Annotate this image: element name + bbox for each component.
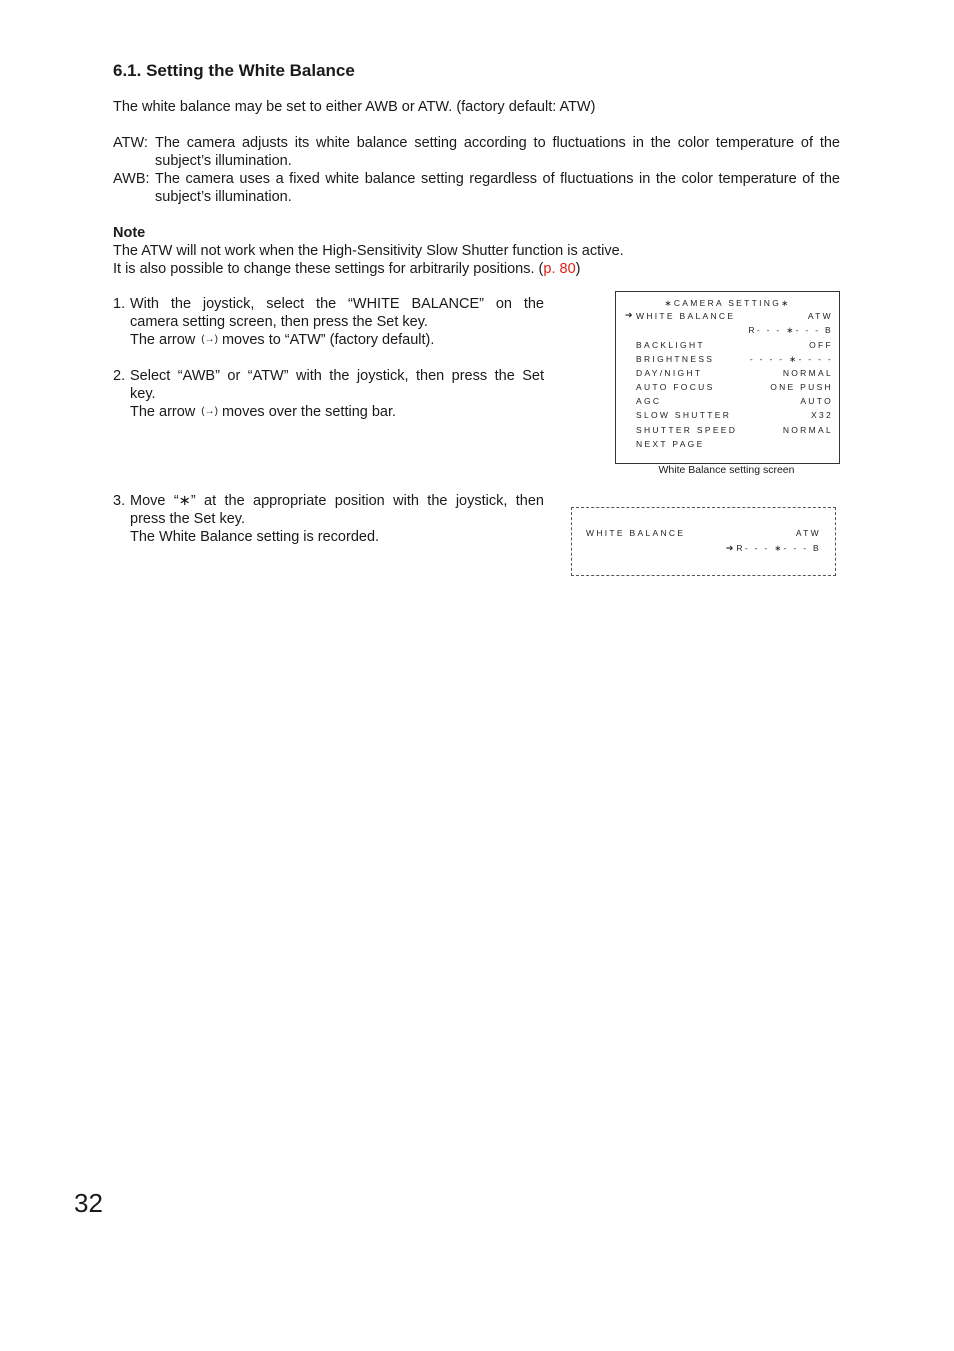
menu-row-slow-shutter: [636, 410, 833, 422]
step-text: The White Balance setting is recorded.: [130, 529, 380, 545]
step-text-part: The arrow: [130, 404, 196, 420]
step-text: key.: [130, 386, 156, 402]
intro-paragraph: The white balance may be set to either AWB or ATW. (factory default: ATW): [113, 99, 596, 115]
note-line-2: [113, 260, 840, 278]
menu-label: AUTO FOCUS: [636, 382, 715, 392]
definition-desc: The camera adjusts its white balance setting according to fluctuations in the color temperature of the subject’s illumination.: [155, 135, 840, 169]
selection-arrow-icon: ➔: [625, 310, 633, 320]
menu-label: DAY/NIGHT: [636, 368, 703, 378]
menu-label: WHITE BALANCE: [636, 311, 736, 321]
step-2: [113, 367, 544, 421]
wb-row: [586, 528, 821, 540]
menu-value: ONE PUSH: [770, 382, 833, 392]
menu-value: ATW: [807, 311, 833, 321]
white-balance-screen: [571, 507, 836, 576]
step-text-part: moves over the setting bar.: [221, 404, 397, 420]
step-text: camera setting screen, then press the Set key.: [130, 314, 428, 330]
page-reference-link[interactable]: p. 80: [543, 261, 576, 277]
menu-row-auto-focus: [636, 382, 833, 394]
screen-caption: White Balance setting screen: [658, 464, 795, 476]
step-number: 1.: [113, 296, 126, 312]
wb-bar-row: [586, 543, 821, 555]
menu-label: BACKLIGHT: [636, 340, 705, 350]
step-text-part: moves to “ATW” (factory default).: [221, 332, 435, 348]
definition-atw: [113, 134, 840, 170]
step-1: [113, 295, 544, 349]
page-number: 32: [74, 1188, 103, 1218]
step-number: 3.: [113, 493, 126, 509]
section-title: 6.1. Setting the White Balance: [113, 61, 355, 80]
arrow-icon: (→): [201, 406, 218, 417]
selection-arrow-icon: ➔: [725, 543, 734, 553]
menu-value: NORMAL: [782, 425, 833, 435]
menu-label: AGC: [636, 396, 662, 406]
note-line-2-end: ): [575, 261, 581, 277]
setting-bar: R- - - ∗- - - B: [748, 325, 833, 335]
definition-term: AWB:: [113, 171, 150, 187]
note-line-2-text: It is also possible to change these settings for arbitrarily positions. (: [113, 261, 544, 277]
menu-label: SHUTTER SPEED: [636, 425, 738, 435]
menu-row-day-night: [636, 368, 833, 380]
menu-row-white-balance: [625, 310, 833, 323]
menu-row-agc: [636, 396, 833, 408]
step-text: Move “∗” at the appropriate position with the joystick, then: [130, 493, 544, 509]
menu-row-brightness: [636, 354, 833, 366]
menu-label: NEXT PAGE: [636, 439, 705, 449]
definition-term: ATW:: [113, 135, 148, 151]
note-title: Note: [113, 225, 146, 241]
step-text-part: The arrow: [130, 332, 196, 348]
menu-label: SLOW SHUTTER: [636, 410, 732, 420]
setting-bar: - - - - ∗- - - -: [749, 354, 833, 364]
definition-desc: The camera uses a fixed white balance setting regardless of fluctuations in the color temperature of the subject’s illumination.: [155, 171, 840, 205]
menu-value: OFF: [809, 340, 833, 350]
menu-row-next-page: [636, 439, 833, 451]
arrow-icon: (→): [201, 334, 218, 345]
step-text: Select “AWB” or “ATW” with the joystick, then press the Set: [130, 368, 544, 384]
setting-bar: R- - - ∗- - - B: [736, 543, 821, 553]
setting-bar-group: [726, 543, 821, 554]
camera-setting-screen: [615, 291, 840, 464]
note-block: [113, 224, 840, 278]
step-text: [130, 331, 544, 349]
menu-label: WHITE BALANCE: [586, 528, 686, 538]
menu-row-white-balance-bar: [636, 325, 833, 337]
menu-value: ATW: [795, 528, 821, 538]
note-line-1: The ATW will not work when the High-Sensitivity Slow Shutter function is active.: [113, 243, 624, 259]
menu-label: BRIGHTNESS: [636, 354, 715, 364]
screen-header: ∗CAMERA SETTING∗: [664, 298, 791, 308]
step-text: press the Set key.: [130, 511, 245, 527]
menu-value: X32: [810, 410, 833, 420]
menu-row-backlight: [636, 340, 833, 352]
menu-row-shutter-speed: [636, 425, 833, 437]
menu-value: AUTO: [800, 396, 833, 406]
step-3: [113, 492, 544, 546]
menu-value: NORMAL: [782, 368, 833, 378]
step-text: [130, 403, 544, 421]
step-text: With the joystick, select the “WHITE BALANCE” on the: [130, 296, 544, 312]
definition-awb: [113, 170, 840, 206]
step-number: 2.: [113, 368, 126, 384]
definitions-list: [113, 134, 840, 206]
